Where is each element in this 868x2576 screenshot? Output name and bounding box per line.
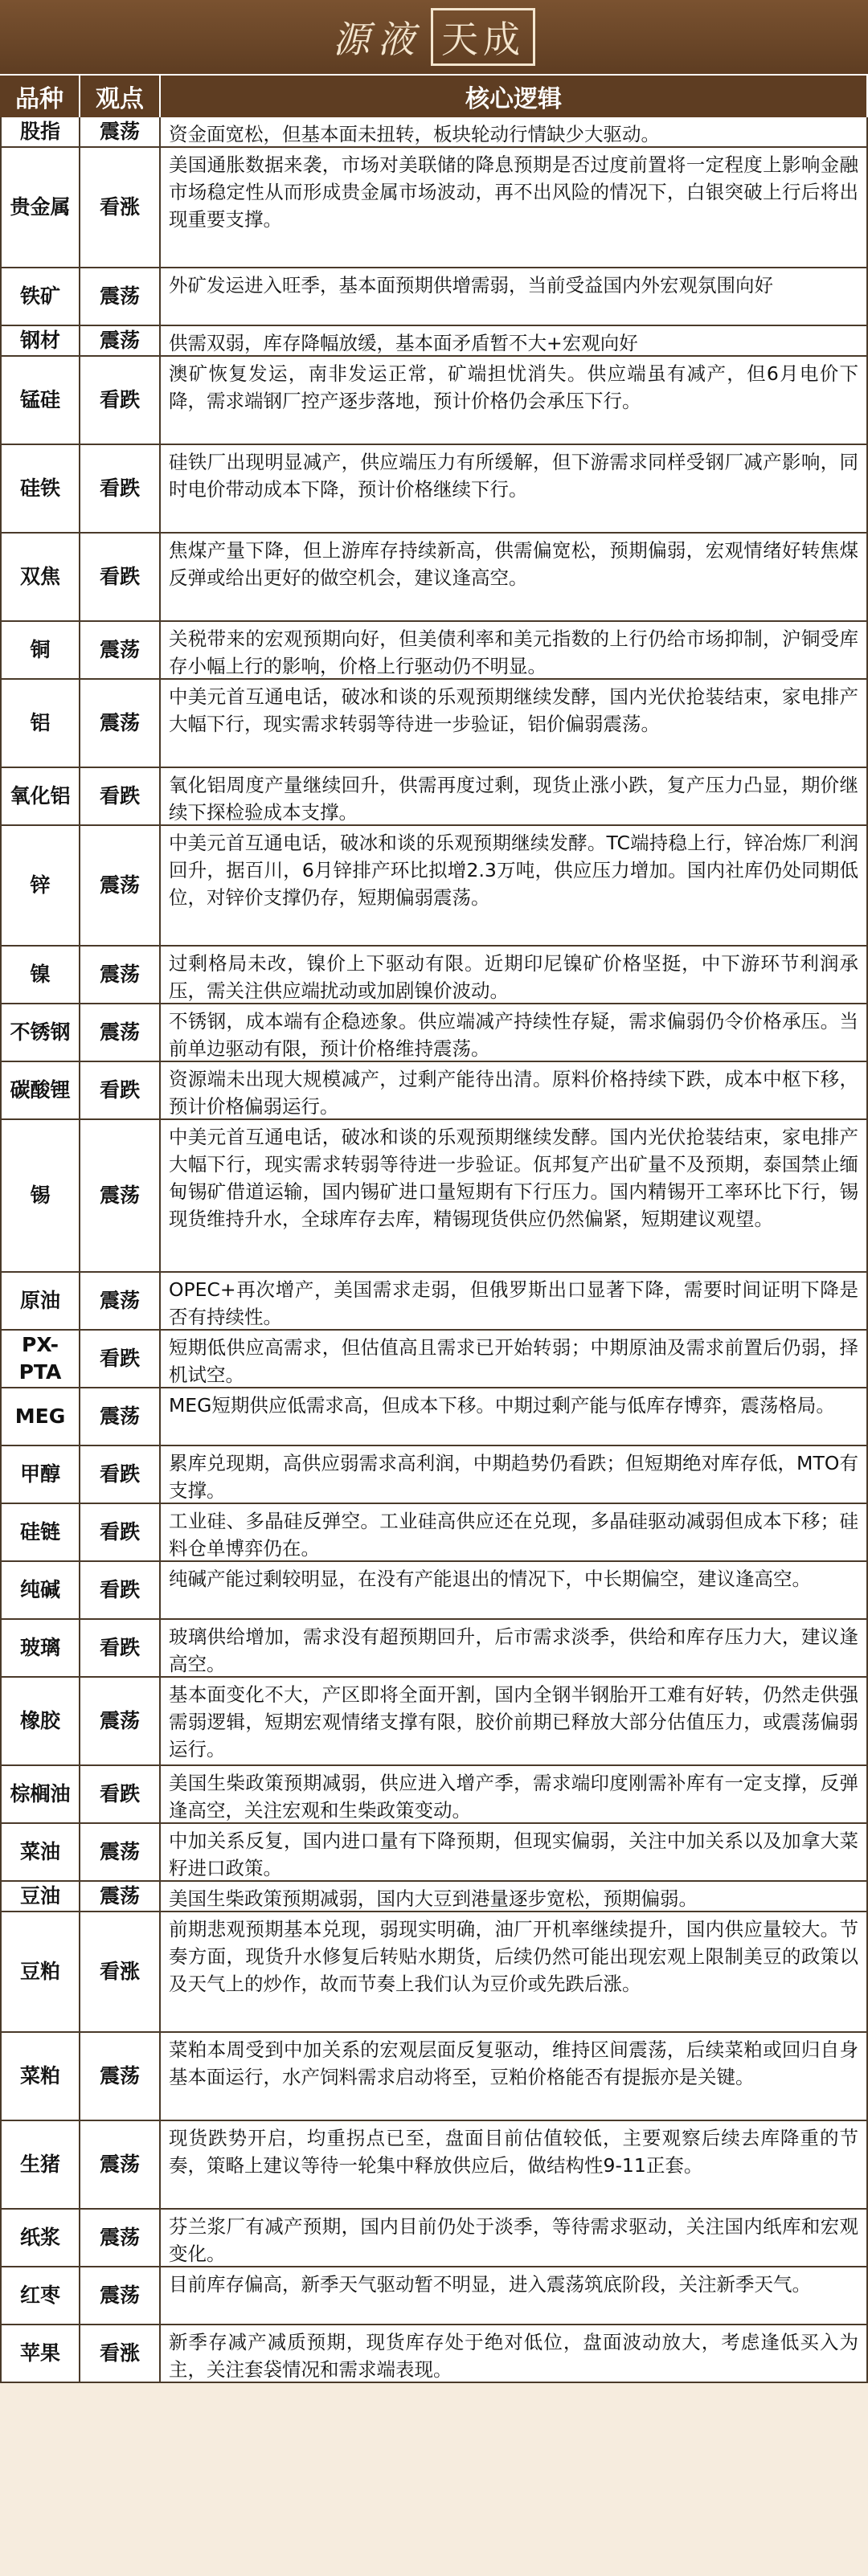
row-product: 菜油 bbox=[0, 1824, 80, 1882]
row-view: 看涨 bbox=[80, 1912, 161, 2033]
row-product: 氧化铝 bbox=[0, 768, 80, 826]
row-logic: 外矿发运进入旺季，基本面预期供增需弱，当前受益国内外宏观氛围向好 bbox=[161, 268, 868, 326]
row-product: 豆油 bbox=[0, 1882, 80, 1912]
row-product: 铝 bbox=[0, 680, 80, 768]
row-view: 看跌 bbox=[80, 1062, 161, 1120]
row-logic: 短期低供应高需求，但估值高且需求已开始转弱；中期原油及需求前置后仍弱，择机试空。 bbox=[161, 1331, 868, 1388]
row-logic: 美国生柴政策预期减弱，供应进入增产季，需求端印度刚需补库有一定支撑，反弹逢高空，关注宏观和生柴政策变动。 bbox=[161, 1766, 868, 1824]
row-logic: 菜粕本周受到中加关系的宏观层面反复驱动，维持区间震荡，后续菜粕或回归自身基本面运行，水产饲料需求启动将至，豆粕价格能否有提振亦是关键。 bbox=[161, 2033, 868, 2121]
row-product: 红枣 bbox=[0, 2267, 80, 2325]
row-view: 震荡 bbox=[80, 622, 161, 680]
row-logic: 新季存减产减质预期，现货库存处于绝对低位，盘面波动放大，考虑逢低买入为主，关注套袋情况和需求端表现。 bbox=[161, 2325, 868, 2383]
row-product: 纯碱 bbox=[0, 1562, 80, 1620]
row-view: 震荡 bbox=[80, 1882, 161, 1912]
row-logic: 前期悲观预期基本兑现，弱现实明确，油厂开机率继续提升，国内供应量较大。节奏方面，现货升水修复后转贴水期货，后续仍然可能出现宏观上限制美豆的政策以及天气上的炒作，故而节奏上我们认为豆价或先跌后涨。 bbox=[161, 1912, 868, 2033]
row-product: MEG bbox=[0, 1388, 80, 1446]
row-logic: 纯碱产能过剩较明显，在没有产能退出的情况下，中长期偏空，建议逢高空。 bbox=[161, 1562, 868, 1620]
row-view: 震荡 bbox=[80, 1678, 161, 1766]
row-product: 豆粕 bbox=[0, 1912, 80, 2033]
row-logic: 现货跌势开启，均重拐点已至，盘面目前估值较低，主要观察后续去库降重的节奏，策略上建议等待一轮集中释放供应后，做结构性9-11正套。 bbox=[161, 2121, 868, 2210]
row-view: 看跌 bbox=[80, 1331, 161, 1388]
row-view: 看涨 bbox=[80, 148, 161, 268]
row-product: 镍 bbox=[0, 947, 80, 1004]
row-view: 震荡 bbox=[80, 326, 161, 357]
row-view: 震荡 bbox=[80, 117, 161, 148]
row-view: 震荡 bbox=[80, 2267, 161, 2325]
row-logic: 中美元首互通电话，破冰和谈的乐观预期继续发酵。国内光伏抢装结束，家电排产大幅下行，现实需求转弱等待进一步验证。佤邦复产出矿量不及预期，泰国禁止缅甸锡矿借道运输，国内锡矿进口量短期有下行压力。国内精锡开工率环比下行，锡现货维持升水，全球库存去库，精锡现货供应仍然偏紧，短期建议观望。 bbox=[161, 1120, 868, 1273]
header-banner bbox=[0, 0, 868, 74]
row-product: 菜粕 bbox=[0, 2033, 80, 2121]
row-logic: 关税带来的宏观预期向好，但美债利率和美元指数的上行仍给市场抑制，沪铜受库存小幅上行的影响，价格上行驱动仍不明显。 bbox=[161, 622, 868, 680]
row-view: 看跌 bbox=[80, 1446, 161, 1504]
row-view: 看涨 bbox=[80, 2325, 161, 2383]
row-product: 锌 bbox=[0, 826, 80, 947]
row-view: 震荡 bbox=[80, 1004, 161, 1062]
row-logic: 不锈钢，成本端有企稳迹象。供应端减产持续性存疑，需求偏弱仍令价格承压。当前单边驱动有限，预计价格维持震荡。 bbox=[161, 1004, 868, 1062]
row-product: 锡 bbox=[0, 1120, 80, 1273]
row-view: 看跌 bbox=[80, 1766, 161, 1824]
row-view: 看跌 bbox=[80, 1562, 161, 1620]
row-logic: 美国生柴政策预期减弱，国内大豆到港量逐步宽松，预期偏弱。 bbox=[161, 1882, 868, 1912]
row-view: 看跌 bbox=[80, 534, 161, 622]
row-view: 看跌 bbox=[80, 357, 161, 445]
logo-seal: 天成 bbox=[431, 8, 535, 66]
row-product: PX-PTA bbox=[0, 1331, 80, 1388]
row-product: 铜 bbox=[0, 622, 80, 680]
logo-calligraphy: 源液 bbox=[333, 18, 423, 61]
strategy-table bbox=[0, 74, 868, 2383]
header-view: 观点 bbox=[80, 74, 161, 117]
row-view: 看跌 bbox=[80, 1620, 161, 1678]
row-product: 原油 bbox=[0, 1273, 80, 1331]
row-logic: 基本面变化不大，产区即将全面开割，国内全钢半钢胎开工难有好转，仍然走供强需弱逻辑，短期宏观情绪支撑有限，胶价前期已释放大部分估值压力，或震荡偏弱运行。 bbox=[161, 1678, 868, 1766]
row-product: 锰硅 bbox=[0, 357, 80, 445]
row-view: 震荡 bbox=[80, 2121, 161, 2210]
row-product: 生猪 bbox=[0, 2121, 80, 2210]
row-product: 股指 bbox=[0, 117, 80, 148]
row-view: 震荡 bbox=[80, 2033, 161, 2121]
header-product: 品种 bbox=[0, 74, 80, 117]
row-view: 震荡 bbox=[80, 947, 161, 1004]
row-product: 甲醇 bbox=[0, 1446, 80, 1504]
row-view: 震荡 bbox=[80, 2210, 161, 2267]
row-product: 铁矿 bbox=[0, 268, 80, 326]
row-logic: OPEC+再次增产，美国需求走弱，但俄罗斯出口显著下降，需要时间证明下降是否有持续性。 bbox=[161, 1273, 868, 1331]
row-logic: 焦煤产量下降，但上游库存持续新高，供需偏宽松，预期偏弱，宏观情绪好转焦煤反弹或给出更好的做空机会，建议逢高空。 bbox=[161, 534, 868, 622]
row-logic: 硅铁厂出现明显减产，供应端压力有所缓解，但下游需求同样受钢厂减产影响，同时电价带动成本下降，预计价格继续下行。 bbox=[161, 445, 868, 534]
row-product: 钢材 bbox=[0, 326, 80, 357]
row-logic: 累库兑现期，高供应弱需求高利润，中期趋势仍看跌；但短期绝对库存低，MTO有支撑。 bbox=[161, 1446, 868, 1504]
row-product: 贵金属 bbox=[0, 148, 80, 268]
header-logic: 核心逻辑 bbox=[161, 74, 868, 117]
row-view: 震荡 bbox=[80, 1120, 161, 1273]
row-logic: MEG短期供应低需求高，但成本下移。中期过剩产能与低库存博弈，震荡格局。 bbox=[161, 1388, 868, 1446]
row-view: 看跌 bbox=[80, 445, 161, 534]
row-logic: 过剩格局未改，镍价上下驱动有限。近期印尼镍矿价格坚挺，中下游环节利润承压，需关注供应端扰动或加剧镍价波动。 bbox=[161, 947, 868, 1004]
brand-logo bbox=[333, 8, 535, 66]
row-product: 苹果 bbox=[0, 2325, 80, 2383]
row-logic: 澳矿恢复发运，南非发运正常，矿端担忧消失。供应端虽有减产，但6月电价下降，需求端钢厂控产逐步落地，预计价格仍会承压下行。 bbox=[161, 357, 868, 445]
row-logic: 工业硅、多晶硅反弹空。工业硅高供应还在兑现，多晶硅驱动减弱但成本下移；硅料仓单博弈仍在。 bbox=[161, 1504, 868, 1562]
row-product: 玻璃 bbox=[0, 1620, 80, 1678]
row-logic: 中加关系反复，国内进口量有下降预期，但现实偏弱，关注中加关系以及加拿大菜籽进口政策。 bbox=[161, 1824, 868, 1882]
row-logic: 氧化铝周度产量继续回升，供需再度过剩，现货止涨小跌，复产压力凸显，期价继续下探检验成本支撑。 bbox=[161, 768, 868, 826]
row-logic: 芬兰浆厂有减产预期，国内目前仍处于淡季，等待需求驱动，关注国内纸库和宏观变化。 bbox=[161, 2210, 868, 2267]
row-product: 硅链 bbox=[0, 1504, 80, 1562]
row-logic: 供需双弱，库存降幅放缓，基本面矛盾暂不大+宏观向好 bbox=[161, 326, 868, 357]
row-view: 震荡 bbox=[80, 826, 161, 947]
row-view: 震荡 bbox=[80, 268, 161, 326]
row-view: 震荡 bbox=[80, 1388, 161, 1446]
row-product: 双焦 bbox=[0, 534, 80, 622]
row-product: 碳酸锂 bbox=[0, 1062, 80, 1120]
row-product: 橡胶 bbox=[0, 1678, 80, 1766]
row-logic: 资源端未出现大规模减产，过剩产能待出清。原料价格持续下跌，成本中枢下移，预计价格偏弱运行。 bbox=[161, 1062, 868, 1120]
row-logic: 中美元首互通电话，破冰和谈的乐观预期继续发酵，国内光伏抢装结束，家电排产大幅下行，现实需求转弱等待进一步验证，铝价偏弱震荡。 bbox=[161, 680, 868, 768]
row-logic: 中美元首互通电话，破冰和谈的乐观预期继续发酵。TC端持稳上行，锌冶炼厂利润回升，据百川，6月锌排产环比拟增2.3万吨，供应压力增加。国内社库仍处同期低位，对锌价支撑仍存，短期偏弱震荡。 bbox=[161, 826, 868, 947]
row-view: 震荡 bbox=[80, 1824, 161, 1882]
row-logic: 美国通胀数据来袭，市场对美联储的降息预期是否过度前置将一定程度上影响金融市场稳定性从而形成贵金属市场波动，再不出风险的情况下，白银突破上行后将出现重要支撑。 bbox=[161, 148, 868, 268]
row-product: 硅铁 bbox=[0, 445, 80, 534]
row-product: 不锈钢 bbox=[0, 1004, 80, 1062]
row-view: 震荡 bbox=[80, 1273, 161, 1331]
row-view: 看跌 bbox=[80, 768, 161, 826]
row-logic: 目前库存偏高，新季天气驱动暂不明显，进入震荡筑底阶段，关注新季天气。 bbox=[161, 2267, 868, 2325]
row-product: 纸浆 bbox=[0, 2210, 80, 2267]
row-logic: 资金面宽松，但基本面未扭转，板块轮动行情缺少大驱动。 bbox=[161, 117, 868, 148]
row-view: 看跌 bbox=[80, 1504, 161, 1562]
row-logic: 玻璃供给增加，需求没有超预期回升，后市需求淡季，供给和库存压力大，建议逢高空。 bbox=[161, 1620, 868, 1678]
row-product: 棕榈油 bbox=[0, 1766, 80, 1824]
row-view: 震荡 bbox=[80, 680, 161, 768]
